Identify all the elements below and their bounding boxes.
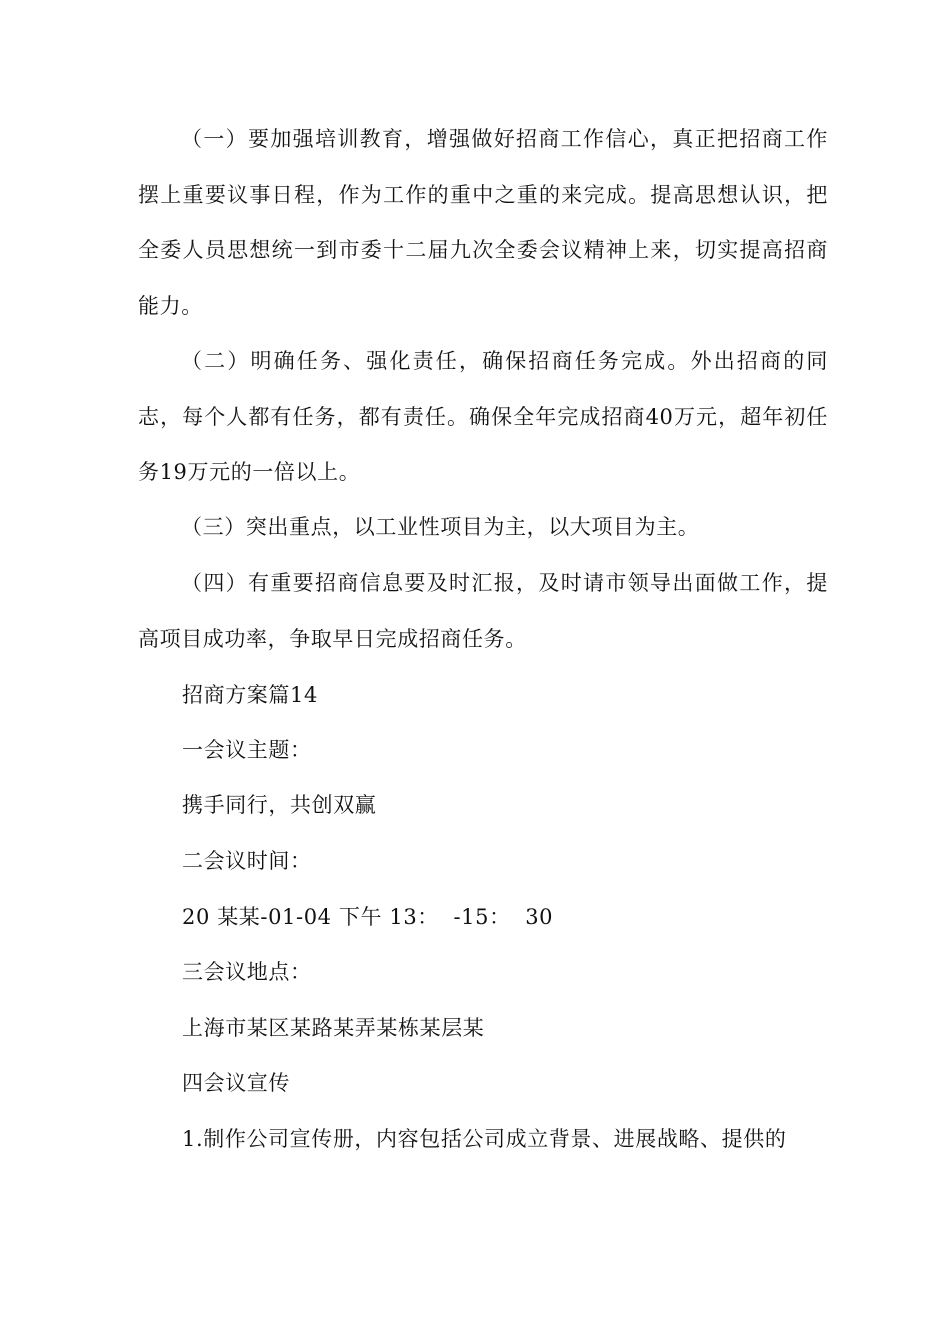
paragraph-2: （二）明确任务、强化责任，确保招商任务完成。外出招商的同志，每个人都有任务，都有责任。确保全年完成招商40万元，超年初任务19万元的一倍以上。 xyxy=(138,349,828,484)
meeting-time-value: 20 某某-01-04 下午 13： -15： 30 xyxy=(182,905,554,929)
paragraph-4: （四）有重要招商信息要及时汇报，及时请市领导出面做工作，提高项目成功率，争取早日完成招商任务。 xyxy=(138,571,828,651)
meeting-theme-value: 携手同行，共创双赢 xyxy=(182,793,377,817)
meeting-place-value: 上海市某区某路某弄某栋某层某 xyxy=(182,1016,485,1040)
paragraph-1: （一）要加强培训教育，增强做好招商工作信心，真正把招商工作摆上重要议事日程，作为工作的重中之重的来完成。提高思想认识，把全委人员思想统一到市委十二届九次全委会议精神上来，切实提高招商能力。 xyxy=(138,127,828,318)
meeting-theme-heading: 一会议主题： xyxy=(182,738,312,762)
section-title: 招商方案篇14 xyxy=(182,683,318,707)
meeting-time-heading: 二会议时间： xyxy=(182,849,312,873)
promotion-item-1: 1.制作公司宣传册，内容包括公司成立背景、进展战略、提供的 xyxy=(182,1127,787,1151)
meeting-place-heading: 三会议地点： xyxy=(182,960,312,984)
paragraph-3: （三）突出重点，以工业性项目为主，以大项目为主。 xyxy=(181,515,700,539)
meeting-promotion-heading: 四会议宣传 xyxy=(182,1071,290,1095)
